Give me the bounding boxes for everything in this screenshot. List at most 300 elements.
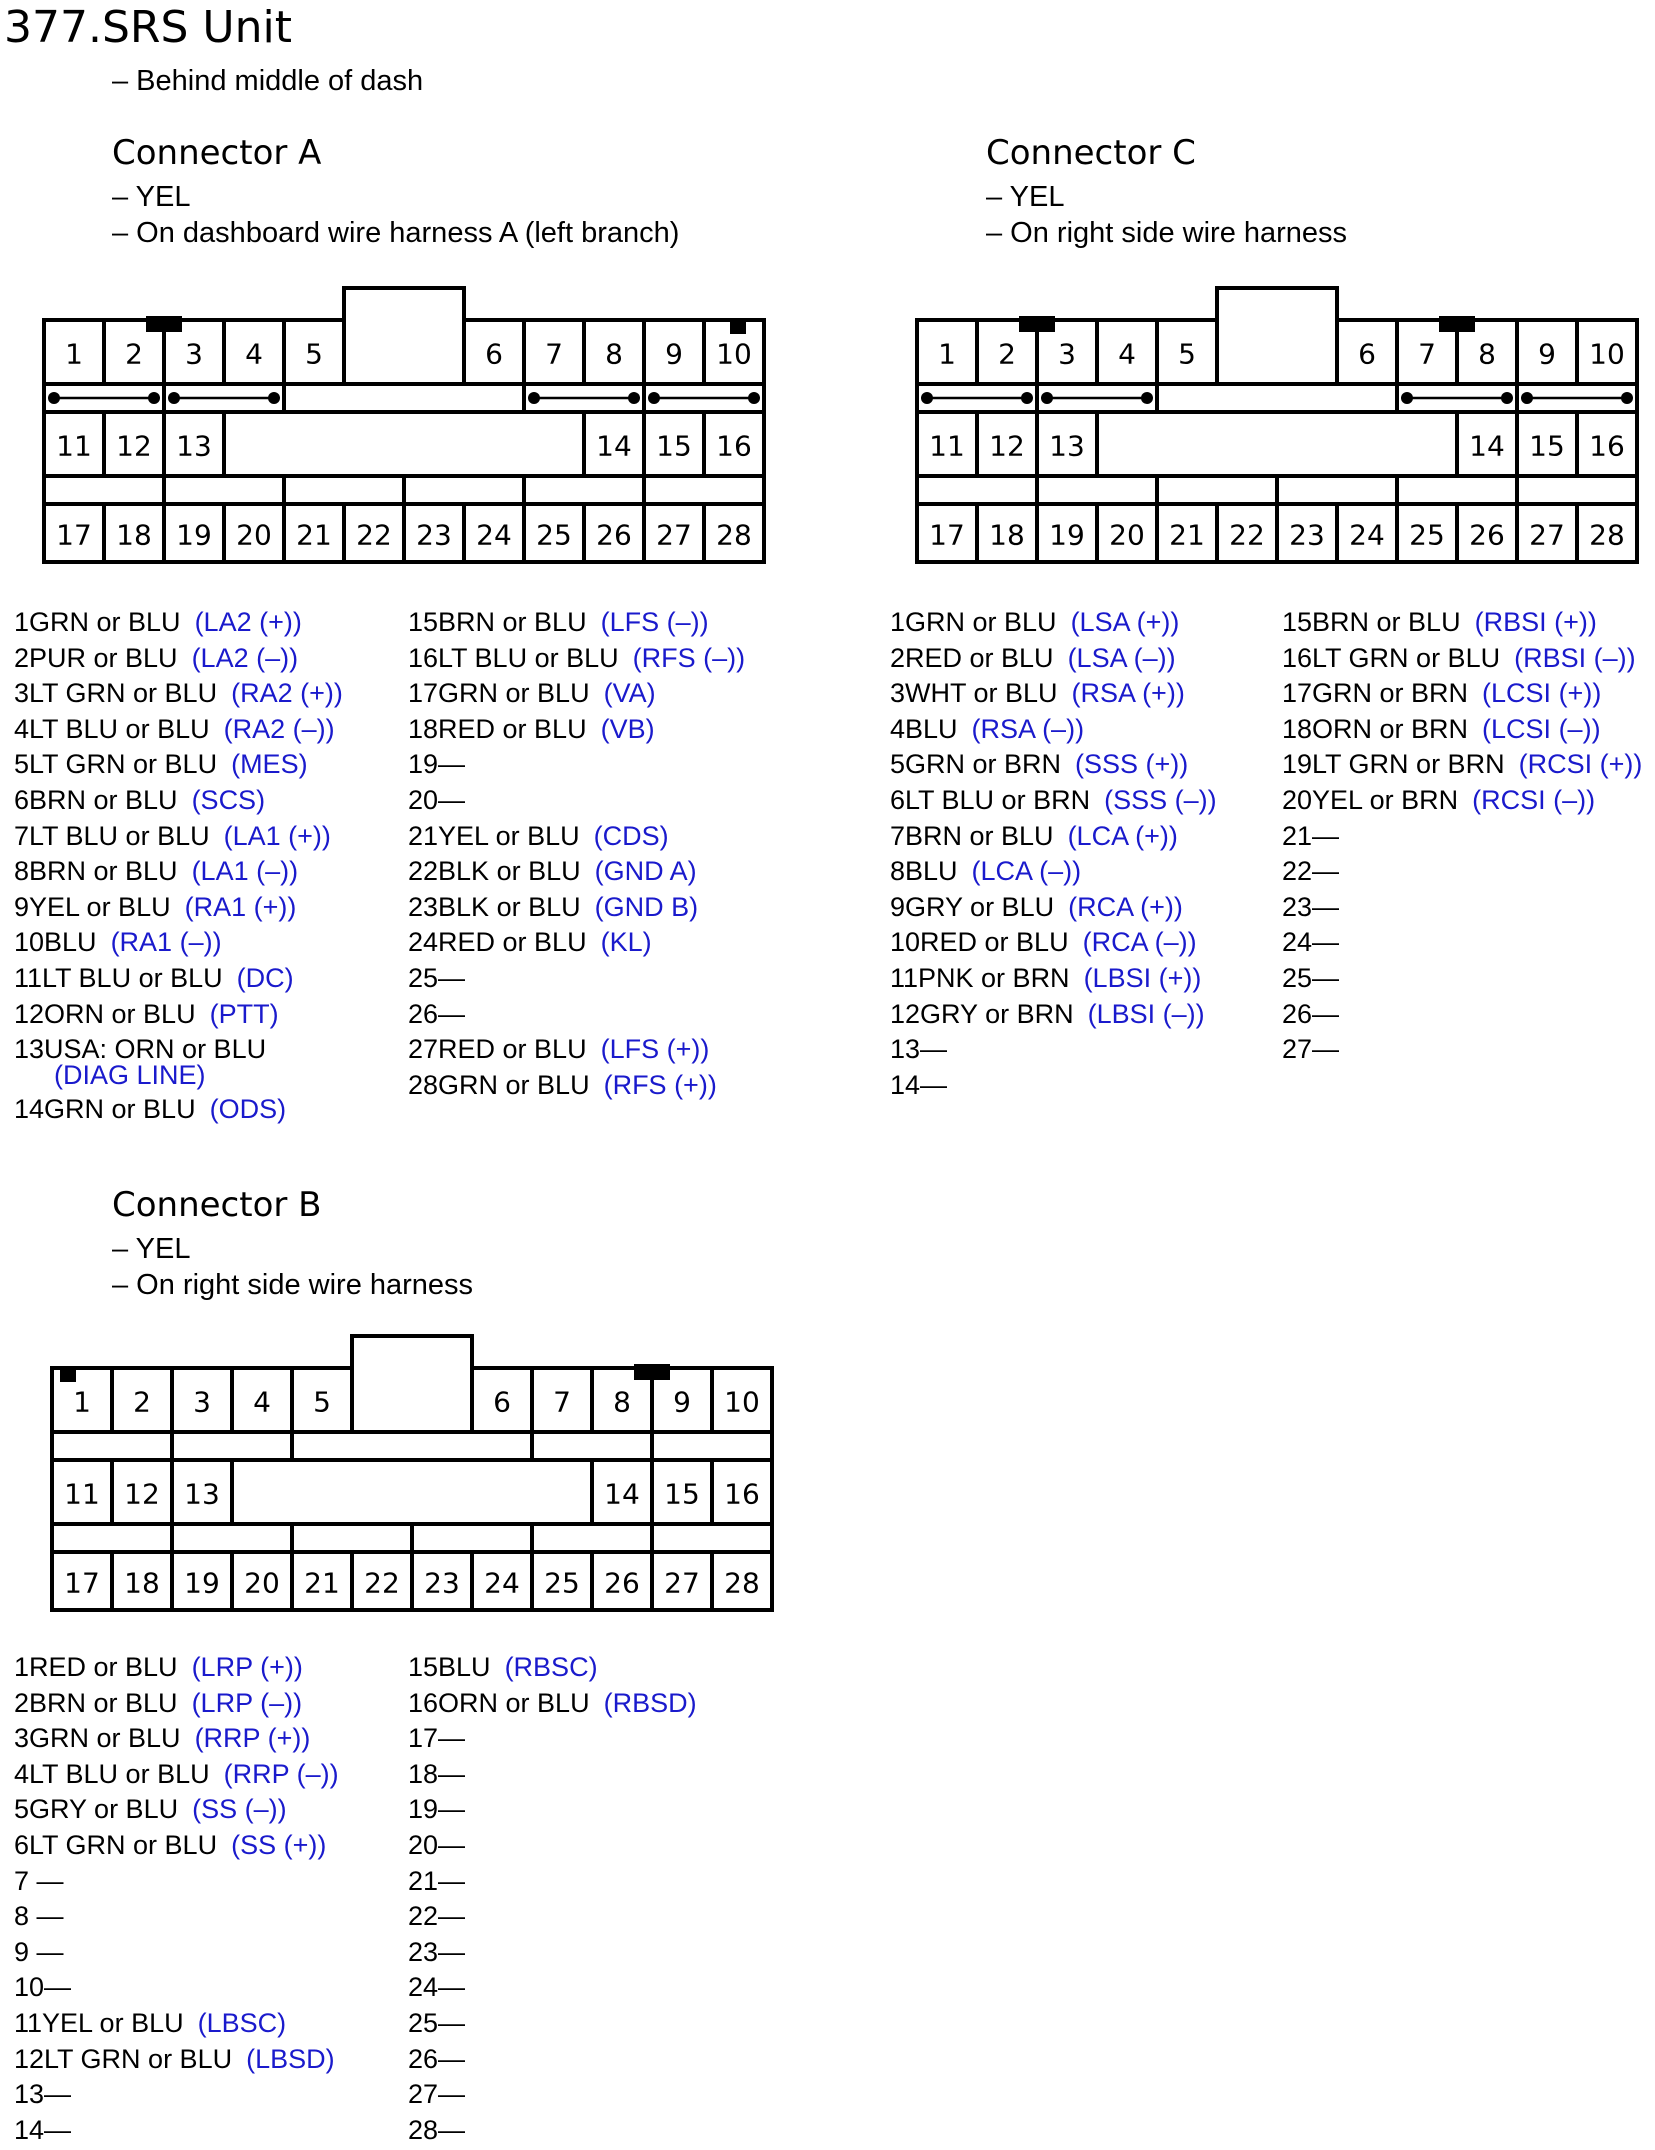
pin-signal: (RCSI (–))	[1472, 784, 1596, 815]
pin-wire: 28GRN or BLU	[408, 1069, 590, 1100]
pin-row	[408, 1899, 697, 1935]
pin-row	[890, 925, 1217, 961]
pin-number: 18	[116, 518, 152, 552]
pin-wire: 27—	[408, 2079, 466, 2110]
pin-number: 20	[236, 518, 272, 552]
shorting-bar-end	[1041, 392, 1053, 404]
pin-number: 22	[364, 1566, 400, 1600]
pin-signal: (LBSD)	[246, 2043, 335, 2074]
pin-signal: (RCA (+))	[1068, 891, 1183, 922]
pin-number: 18	[989, 518, 1025, 552]
pin-number: 13	[1049, 429, 1085, 463]
pin-number: 7	[553, 1385, 571, 1419]
pin-number: 28	[724, 1566, 760, 1600]
pin-wire: 20—	[408, 1829, 466, 1860]
pin-signal: (VA)	[603, 678, 656, 709]
pin-row	[14, 641, 343, 677]
pin-number: 9	[665, 337, 683, 371]
pin-wire: 12LT GRN or BLU	[14, 2043, 233, 2074]
pin-wire: 3LT GRN or BLU	[14, 678, 218, 709]
pin-row	[1282, 854, 1642, 890]
pin-number: 1	[73, 1385, 91, 1419]
pin-number: 12	[116, 429, 152, 463]
pin-row	[1282, 961, 1642, 997]
pin-wire: 8 —	[14, 1901, 64, 1932]
pin-number: 9	[673, 1385, 691, 1419]
pin-wire: 19—	[408, 749, 466, 780]
pin-wire: 18RED or BLU	[408, 713, 587, 744]
pin-row	[408, 2006, 697, 2042]
pin-row	[408, 2113, 697, 2149]
connector-c-pins-left	[890, 605, 1217, 1103]
shorting-bar-end	[1401, 392, 1413, 404]
connector-c-harness: – On right side wire harness	[986, 217, 1348, 249]
pin-wire: 17—	[408, 1723, 466, 1754]
shorting-bar-end	[648, 392, 660, 404]
pin-number: 5	[1178, 337, 1196, 371]
pin-row	[408, 2042, 697, 2078]
pin-row	[14, 747, 343, 783]
pin-row	[14, 819, 343, 855]
pin-signal: (PTT)	[209, 998, 279, 1029]
pin-number: 15	[656, 429, 692, 463]
pin-number: 23	[1289, 518, 1325, 552]
shorting-bar-end	[1621, 392, 1633, 404]
pin-signal: (KL)	[600, 927, 652, 958]
pin-number: 25	[536, 518, 572, 552]
pin-wire: 14GRN or BLU	[14, 1094, 196, 1125]
pin-number: 12	[989, 429, 1025, 463]
pin-wire: 9GRY or BLU	[890, 891, 1055, 922]
shorting-bar-end	[528, 392, 540, 404]
shorting-bar-end	[1521, 392, 1533, 404]
pin-row	[14, 2042, 339, 2078]
pin-number: 22	[356, 518, 392, 552]
pin-signal: (MES)	[231, 749, 308, 780]
pin-signal: (RCA (–))	[1082, 927, 1197, 958]
pin-row	[1282, 712, 1642, 748]
pin-wire: 25—	[408, 2007, 466, 2038]
connector-b-pins-right	[408, 1650, 697, 2148]
pin-number: 2	[998, 337, 1016, 371]
pin-number: 22	[1229, 518, 1265, 552]
shorting-bar-end	[268, 392, 280, 404]
connector-b-harness: – On right side wire harness	[112, 1269, 474, 1301]
connector-c-color: – YEL	[986, 181, 1065, 213]
shorting-bar-end	[48, 392, 60, 404]
pin-number: 2	[125, 337, 143, 371]
pin-number: 25	[1409, 518, 1445, 552]
pin-row	[1282, 783, 1642, 819]
pin-number: 10	[716, 337, 752, 371]
pin-row	[890, 1068, 1217, 1104]
pin-row	[408, 1068, 745, 1104]
pin-row	[14, 605, 343, 641]
pin-signal: (SS (–))	[192, 1794, 287, 1825]
pin-wire: 19LT GRN or BRN	[1282, 749, 1505, 780]
pin-wire: 4LT BLU or BLU	[14, 713, 210, 744]
pin-wire: 24—	[408, 1972, 466, 2003]
pin-signal: (RA2 (–))	[223, 713, 335, 744]
pin-wire: 18ORN or BRN	[1282, 713, 1469, 744]
pin-row	[890, 783, 1217, 819]
pin-row	[408, 605, 745, 641]
pin-number: 14	[596, 429, 632, 463]
pin-number: 11	[64, 1477, 100, 1511]
pin-row	[408, 783, 745, 819]
pin-wire: 21—	[408, 1865, 466, 1896]
pin-row	[1282, 890, 1642, 926]
pin-number: 10	[1589, 337, 1625, 371]
pin-number: 16	[724, 1477, 760, 1511]
pin-row	[890, 961, 1217, 997]
pin-signal: (LCA (+))	[1067, 820, 1178, 851]
pin-wire: 4BLU	[890, 713, 958, 744]
pin-wire: 3WHT or BLU	[890, 678, 1058, 709]
pin-number: 19	[176, 518, 212, 552]
pin-number: 13	[184, 1477, 220, 1511]
pin-number: 21	[296, 518, 332, 552]
pin-wire: 3GRN or BLU	[14, 1723, 181, 1754]
pin-signal: (LRP (–))	[191, 1687, 303, 1718]
pin-wire: 4LT BLU or BLU	[14, 1758, 210, 1789]
pin-wire: 5GRY or BLU	[14, 1794, 179, 1825]
pin-number: 27	[1529, 518, 1565, 552]
pin-row	[408, 1935, 697, 1971]
pin-signal: (GND A)	[594, 856, 697, 887]
pin-number: 26	[1469, 518, 1505, 552]
pin-wire: 2PUR or BLU	[14, 642, 178, 673]
connector-c-diagram	[913, 284, 1643, 566]
connector-a-pins-left	[14, 605, 343, 1128]
pin-wire: 17GRN or BRN	[1282, 678, 1469, 709]
pin-row	[14, 2077, 339, 2113]
pin-signal: (LSA (+))	[1070, 607, 1180, 637]
pin-number: 6	[485, 337, 503, 371]
pin-number: 8	[613, 1385, 631, 1419]
pin-row	[890, 712, 1217, 748]
pin-signal: (RFS (+))	[603, 1069, 717, 1100]
pin-row	[14, 854, 343, 890]
pin-number: 11	[929, 429, 965, 463]
pin-number: 17	[64, 1566, 100, 1600]
connector-c-pins-right	[1282, 605, 1642, 1068]
pin-signal: (ODS)	[209, 1094, 287, 1125]
pin-wire: 2RED or BLU	[890, 642, 1054, 673]
pin-number: 26	[604, 1566, 640, 1600]
pin-signal: (LCA (–))	[971, 856, 1082, 887]
pin-wire: 21YEL or BLU	[408, 820, 580, 851]
pin-signal: (CDS)	[593, 820, 669, 851]
pin-row	[408, 1792, 697, 1828]
pin-number: 2	[133, 1385, 151, 1419]
pin-signal: (SS (+))	[231, 1829, 327, 1860]
pin-number: 27	[656, 518, 692, 552]
pin-wire: 16LT GRN or BLU	[1282, 642, 1501, 673]
pin-wire: 10RED or BLU	[890, 927, 1069, 958]
pin-number: 16	[716, 429, 752, 463]
pin-row	[408, 712, 745, 748]
pin-row	[890, 890, 1217, 926]
pin-row	[1282, 925, 1642, 961]
connector-b-pins-left	[14, 1650, 339, 2148]
shorting-bar-end	[148, 392, 160, 404]
pin-number: 20	[244, 1566, 280, 1600]
pin-row	[408, 747, 745, 783]
latch-mark	[634, 1364, 670, 1380]
pin-number: 16	[1589, 429, 1625, 463]
pin-wire: 15BLU	[408, 1652, 491, 1682]
pin-wire: 17GRN or BLU	[408, 678, 590, 709]
pin-row	[14, 2113, 339, 2149]
pin-row	[408, 890, 745, 926]
pin-number: 1	[938, 337, 956, 371]
pin-signal: (RBSD)	[603, 1687, 697, 1718]
pin-wire: 21—	[1282, 820, 1340, 851]
latch-mark	[60, 1366, 76, 1382]
pin-wire: 15BRN or BLU	[1282, 607, 1461, 637]
pin-row	[14, 1792, 339, 1828]
pin-row	[14, 783, 343, 819]
pin-wire: 22—	[408, 1901, 466, 1932]
pin-row	[14, 1686, 339, 1722]
pin-row	[408, 1721, 697, 1757]
pin-number: 4	[1118, 337, 1136, 371]
pin-wire: 24—	[1282, 927, 1340, 958]
shorting-bar-end	[1021, 392, 1033, 404]
pin-row	[890, 854, 1217, 890]
pin-number: 3	[1058, 337, 1076, 371]
pin-row	[14, 1650, 339, 1686]
pin-wire: 26—	[408, 2043, 466, 2074]
latch-mark	[146, 316, 182, 332]
pin-row	[408, 1970, 697, 2006]
pin-wire: 11LT BLU or BLU	[14, 962, 223, 993]
pin-number: 17	[56, 518, 92, 552]
pin-wire: 23BLK or BLU	[408, 891, 581, 922]
pin-wire: 12ORN or BLU	[14, 998, 196, 1029]
pin-wire: 2BRN or BLU	[14, 1687, 178, 1718]
pin-wire: 18—	[408, 1758, 466, 1789]
pin-wire: 22BLK or BLU	[408, 856, 581, 887]
pin-wire: 5LT GRN or BLU	[14, 749, 218, 780]
pin-signal: (LA1 (+))	[223, 820, 331, 851]
pin-signal: (LA1 (–))	[191, 856, 299, 887]
pin-number: 20	[1109, 518, 1145, 552]
pin-signal: (RCSI (+))	[1518, 749, 1643, 780]
pin-row	[890, 997, 1217, 1033]
pin-number: 19	[1049, 518, 1085, 552]
pin-signal: (RA1 (–))	[110, 927, 222, 958]
pin-row	[408, 641, 745, 677]
pin-signal: (DIAG LINE)	[54, 1060, 206, 1091]
pin-row	[408, 997, 745, 1033]
pin-number: 8	[605, 337, 623, 371]
pin-wire: 7 —	[14, 1865, 64, 1896]
pin-number: 28	[716, 518, 752, 552]
pin-number: 1	[65, 337, 83, 371]
latch-mark	[1019, 316, 1055, 332]
pin-row	[1282, 605, 1642, 641]
connector-b-title: Connector B	[112, 1185, 322, 1225]
pin-row	[1282, 1032, 1642, 1068]
pin-row	[408, 1032, 745, 1068]
pin-number: 3	[185, 337, 203, 371]
pin-number: 19	[184, 1566, 220, 1600]
pin-wire: 25—	[408, 962, 466, 993]
pin-wire: 26—	[408, 998, 466, 1029]
pin-signal: (RBSI (–))	[1514, 642, 1636, 673]
pin-wire: 13—	[890, 1034, 948, 1065]
pin-signal: (DC)	[236, 962, 294, 993]
pin-signal: (LFS (+))	[600, 1034, 710, 1065]
pin-row	[1282, 997, 1642, 1033]
pin-wire: 20YEL or BRN	[1282, 784, 1459, 815]
shorting-bar-end	[1501, 392, 1513, 404]
pin-row	[408, 1686, 697, 1722]
pin-number: 4	[253, 1385, 271, 1419]
pin-signal: (LCSI (+))	[1482, 678, 1602, 709]
pin-wire: 13—	[14, 2079, 72, 2110]
pin-wire: 6LT GRN or BLU	[14, 1829, 218, 1860]
pin-signal: (SCS)	[191, 784, 266, 815]
pin-number: 24	[1349, 518, 1385, 552]
pin-row	[14, 1032, 343, 1065]
pin-wire: 8BRN or BLU	[14, 856, 178, 887]
pin-signal: (LRP (+))	[191, 1652, 303, 1682]
pin-row	[14, 997, 343, 1033]
pin-wire: 5GRN or BRN	[890, 749, 1062, 780]
pin-number: 21	[304, 1566, 340, 1600]
pin-number: 13	[176, 429, 212, 463]
pin-number: 14	[604, 1477, 640, 1511]
pin-number: 27	[664, 1566, 700, 1600]
pin-wire: 10BLU	[14, 927, 97, 958]
connector-a-color: – YEL	[112, 181, 191, 213]
pin-number: 11	[56, 429, 92, 463]
pin-signal: (LSA (–))	[1067, 642, 1176, 673]
pin-row	[408, 2077, 697, 2113]
pin-wire: 14—	[890, 1069, 948, 1100]
pin-signal: (RBSC)	[504, 1652, 598, 1682]
pin-row	[408, 1864, 697, 1900]
pin-number: 14	[1469, 429, 1505, 463]
pin-signal: (GND B)	[594, 891, 699, 922]
shorting-bar-end	[168, 392, 180, 404]
pin-row	[890, 747, 1217, 783]
pin-wire: 23—	[408, 1936, 466, 1967]
pin-number: 12	[124, 1477, 160, 1511]
pin-number: 3	[193, 1385, 211, 1419]
pin-row	[890, 605, 1217, 641]
pin-row	[14, 1864, 339, 1900]
pin-wire: 22—	[1282, 856, 1340, 887]
pin-signal: (RBSI (+))	[1474, 607, 1597, 637]
pin-signal: (LFS (–))	[600, 607, 709, 637]
pin-signal: (LCSI (–))	[1482, 713, 1601, 744]
pin-row	[14, 1757, 339, 1793]
pin-signal: (RA2 (+))	[231, 678, 343, 709]
pin-wire: 1GRN or BLU	[14, 607, 181, 637]
pin-row	[890, 641, 1217, 677]
pin-row	[14, 1721, 339, 1757]
pin-row	[14, 925, 343, 961]
pin-wire: 1GRN or BLU	[890, 607, 1057, 637]
pin-number: 7	[545, 337, 563, 371]
pin-number: 6	[493, 1385, 511, 1419]
connector-a-pins-right	[408, 605, 745, 1103]
pin-row	[408, 1650, 697, 1686]
pin-wire: 28—	[408, 2114, 466, 2145]
unit-location: – Behind middle of dash	[112, 65, 424, 97]
pin-wire: 11YEL or BLU	[14, 2007, 184, 2038]
latch-mark	[730, 318, 746, 334]
pin-row	[408, 676, 745, 712]
pin-number: 4	[245, 337, 263, 371]
pin-number: 24	[484, 1566, 520, 1600]
pin-row	[890, 676, 1217, 712]
pin-wire: 7BRN or BLU	[890, 820, 1054, 851]
pin-wire: 15BRN or BLU	[408, 607, 587, 637]
pin-signal: (VB)	[600, 713, 655, 744]
pin-number: 23	[416, 518, 452, 552]
pin-wire: 12GRY or BRN	[890, 998, 1074, 1029]
pin-signal: (LA2 (+))	[194, 607, 302, 637]
pin-row	[890, 819, 1217, 855]
pin-row	[14, 676, 343, 712]
pin-number: 28	[1589, 518, 1625, 552]
pin-row	[1282, 747, 1642, 783]
pin-row	[14, 2006, 339, 2042]
pin-row	[14, 1899, 339, 1935]
pin-wire: 6BRN or BLU	[14, 784, 178, 815]
pin-wire: 27—	[1282, 1034, 1340, 1065]
pin-number: 18	[124, 1566, 160, 1600]
connector-b-diagram	[48, 1332, 778, 1614]
shorting-bar-end	[921, 392, 933, 404]
pin-signal: (SSS (–))	[1104, 784, 1217, 815]
connector-c-title: Connector C	[986, 133, 1196, 173]
pin-row	[408, 1757, 697, 1793]
pin-wire: 8BLU	[890, 856, 958, 887]
pin-wire: 20—	[408, 784, 466, 815]
shorting-bar-end	[1141, 392, 1153, 404]
pin-row	[408, 819, 745, 855]
pin-row	[408, 925, 745, 961]
pin-row	[1282, 819, 1642, 855]
pin-signal: (RRP (+))	[194, 1723, 311, 1754]
pin-signal: (RA1 (+))	[184, 891, 297, 922]
pin-row	[14, 890, 343, 926]
pin-signal: (LA2 (–))	[191, 642, 299, 673]
pin-row	[1282, 676, 1642, 712]
pin-wire: 11PNK or BRN	[890, 962, 1070, 993]
pin-wire: 25—	[1282, 962, 1340, 993]
shorting-bar-end	[628, 392, 640, 404]
pin-number: 24	[476, 518, 512, 552]
pin-number: 6	[1358, 337, 1376, 371]
pin-row	[14, 1970, 339, 2006]
pin-wire: 23—	[1282, 891, 1340, 922]
pin-wire: 7LT BLU or BLU	[14, 820, 210, 851]
pin-signal: (LBSI (+))	[1083, 962, 1202, 993]
pin-wire: 9YEL or BLU	[14, 891, 171, 922]
pin-row	[408, 961, 745, 997]
connector-b-color: – YEL	[112, 1233, 191, 1265]
pin-signal: (RFS (–))	[632, 642, 746, 673]
pin-wire: 16ORN or BLU	[408, 1687, 590, 1718]
pin-number: 21	[1169, 518, 1205, 552]
